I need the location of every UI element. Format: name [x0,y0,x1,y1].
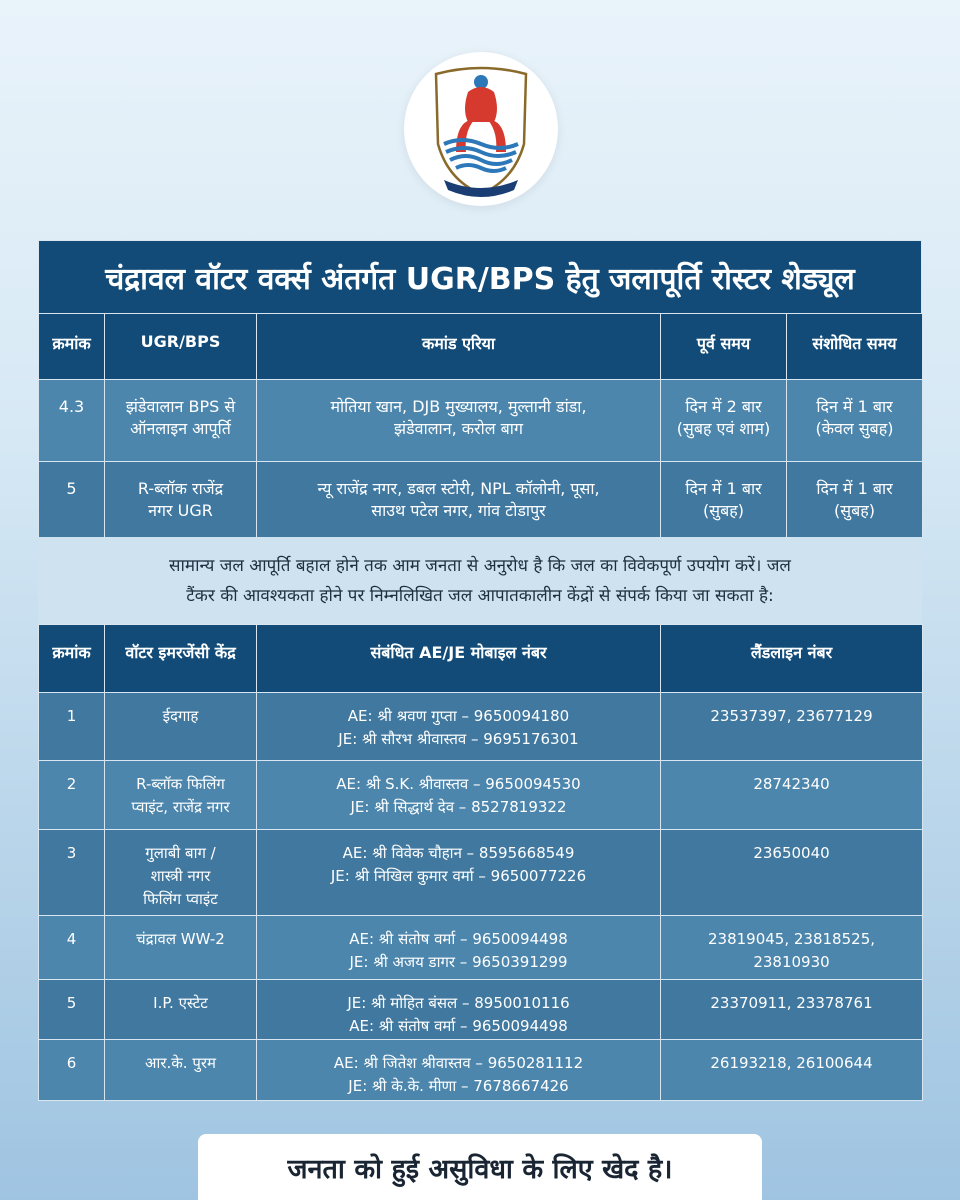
roster-header-row [39,314,923,380]
ugr-cell: R-ब्लॉक राजेंद्र नगर UGR [105,462,257,538]
area-cell: मोतिया खान, DJB मुख्यालय, मुल्तानी डांडा, झंडेवालान, करोल बाग [257,380,661,462]
revised-time-cell: दिन में 1 बार (केवल सुबह) [787,380,923,462]
emergency-header-row [39,625,923,693]
contacts-cell: JE: श्री मोहित बंसल – 8950010116 AE: श्री संतोष वर्मा – 9650094498 [257,980,661,1040]
center-cell: ईदगाह [105,693,257,761]
prev-time-cell: दिन में 2 बार (सुबह एवं शाम) [661,380,787,462]
table-row [39,1040,923,1101]
table-row [39,462,923,538]
revised-time-cell: दिन में 1 बार (सुबह) [787,462,923,538]
col-header-prev-time: पूर्व समय [661,314,787,380]
col-header-area: कमांड एरिया [257,314,661,380]
notice-text: सामान्य जल आपूर्ति बहाल होने तक आम जनता से अनुरोध है कि जल का विवेकपूर्ण उपयोग करें। जल टैंकर की आवश्यकता होने पर निम्नलिखित जल आपातकालीन केंद्रों से संपर्क किया जा सकता है: [38,537,922,625]
table-row [39,980,923,1040]
roster-title: चंद्रावल वॉटर वर्क्स अंतर्गत UGR/BPS हेतु जलापूर्ति रोस्टर शेड्यूल [38,240,922,314]
center-cell: आर.के. पुरम [105,1040,257,1101]
col-header-landline: लैंडलाइन नंबर [661,625,923,693]
landline-cell: 26193218, 26100644 [661,1040,923,1101]
landline-cell: 23650040 [661,830,923,916]
landline-cell: 23819045, 23818525, 23810930 [661,916,923,980]
center-cell: गुलाबी बाग / शास्त्री नगर फिलिंग प्वाइंट [105,830,257,916]
prev-time-cell: दिन में 1 बार (सुबह) [661,462,787,538]
serial-cell: 4.3 [39,380,105,462]
landline-cell: 23370911, 23378761 [661,980,923,1040]
center-cell: R-ब्लॉक फिलिंग प्वाइंट, राजेंद्र नगर [105,761,257,830]
table-row [39,761,923,830]
contacts-cell: AE: श्री विवेक चौहान – 8595668549 JE: श्री निखिल कुमार वर्मा – 9650077226 [257,830,661,916]
center-cell: चंद्रावल WW-2 [105,916,257,980]
contacts-cell: AE: श्री जितेश श्रीवास्तव – 9650281112 JE: श्री के.के. मीणा – 7678667426 [257,1040,661,1101]
col-header-serial: क्रमांक [39,625,105,693]
col-header-ugr: UGR/BPS [105,314,257,380]
col-header-serial: क्रमांक [39,314,105,380]
col-header-center: वॉटर इमरजेंसी केंद्र [105,625,257,693]
contacts-cell: AE: श्री S.K. श्रीवास्तव – 9650094530 JE: श्री सिद्धार्थ देव – 8527819322 [257,761,661,830]
landline-cell: 23537397, 23677129 [661,693,923,761]
serial-cell: 6 [39,1040,105,1101]
landline-cell: 28742340 [661,761,923,830]
contacts-cell: AE: श्री श्रवण गुप्ता – 9650094180 JE: श्री सौरभ श्रीवास्तव – 9695176301 [257,693,661,761]
serial-cell: 3 [39,830,105,916]
serial-cell: 1 [39,693,105,761]
table-row [39,380,923,462]
table-row [39,693,923,761]
djb-logo [404,52,558,206]
serial-cell: 5 [39,462,105,538]
area-cell: न्यू राजेंद्र नगर, डबल स्टोरी, NPL कॉलोनी, पूसा, साउथ पटेल नगर, गांव टोडापुर [257,462,661,538]
contacts-cell: AE: श्री संतोष वर्मा – 9650094498 JE: श्री अजय डागर – 9650391299 [257,916,661,980]
table-row [39,830,923,916]
roster-table [38,313,922,538]
apology-banner: जनता को हुई असुविधा के लिए खेद है। [198,1134,762,1200]
emergency-table [38,624,922,1101]
col-header-revised-time: संशोधित समय [787,314,923,380]
table-row [39,916,923,980]
col-header-mobile: संबंधित AE/JE मोबाइल नंबर [257,625,661,693]
ugr-cell: झंडेवालान BPS से ऑनलाइन आपूर्ति [105,380,257,462]
center-cell: I.P. एस्टेट [105,980,257,1040]
serial-cell: 4 [39,916,105,980]
serial-cell: 5 [39,980,105,1040]
serial-cell: 2 [39,761,105,830]
